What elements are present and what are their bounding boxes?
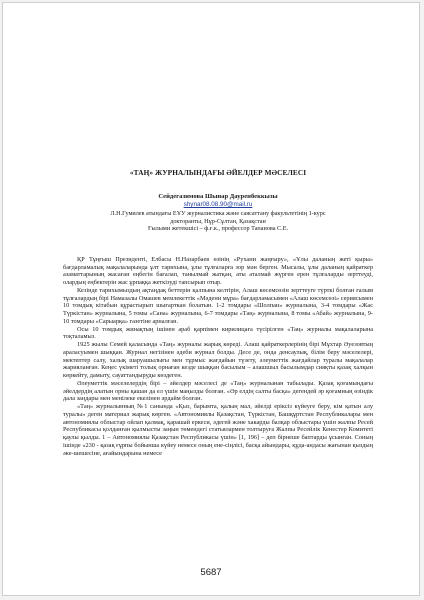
- body-paragraph: Кезінде тарихымыздың ақтаңдақ беттерін қалпына келтірін, Алаш көсемсөзін зерттеуге түрткі болған ғалым тұлғалардың бірі Намазалы Омашев мемлекеттік «Мәдени мұра» бағдарламасымен «Алаш көсемсөзі» сериясымен 10 томдық кітабын құрастырып шығарткан болатын. 1-2 томдары «Шолпан» журналына, 3-4 томдары «Жас Түркістан» журналына, 5 томы «Сана» журналына, 6-7 томдары «Таң» журналына, 8 томы «Абай» журналына, 9-10 томдары «Сарыарқа» газетіне арналған.: [63, 286, 373, 325]
- author-name: Сейдегазимова Шынар Дауренбеккызы: [158, 193, 278, 200]
- supervisor-line: Ғылыми жетекшісі – ф.ғ.к., профессор Тапанова С.Е.: [147, 225, 289, 233]
- affiliation-line: Л.Н.Гумилев атындағы ЕҰУ журналистика және саясаттану факультетінің 1-курс: [110, 210, 326, 217]
- body-paragraph: Әлеуметтік мәселелердің бірі – әйелдер мәселесі де «Таң» журналынан табылады. Қазақ қоғамындағы әйелдердің алатын орны қашан да ел үшін маңызды болған. «Әр елдің салты басқа» дегендей әр қоғамның өзіндік дала заңдары мен менілеке екелінен әрдайм болған.: [63, 379, 373, 403]
- paper-page: [2, 2, 420, 596]
- body-paragraph: ҚР Тұңғыш Президенті, Елбасы Н.Назарбаев өзінің «Рухани жаңғыру», «Ұлы даланың жеті қыры» бағдарламалық мақалаларында ұлт тарихына, ұлы тұлғаларға зор мән берген. Мысалы, ұлы даланың қайраткер азаматтарының жасаған еңбегін бағалап, танылмай жатқан, аты аталмай жүрген ерен тұлғаларды зерттеуді, олардың еңбектерін жас ұрпаққа жеткізуді тапсырып отыр.: [63, 255, 373, 287]
- author-email-link[interactable]: shynar08.08.90@mail.ru: [183, 201, 253, 208]
- body-paragraph: «Таң» журналынның №1 санында «Қыз, барымта, қалың мал, әйелді еріксіз күйеуге беру, кім қатын алу туралы» деген материал жарық көрген. «Автономиялы Қазақстан, Түркістан, Башқұртстан Республикалары мен автономиялы облыстар ойлап қалмақ, қарашай еркеси, әдегей және хакарды балқар облыстары үшін жалпы Ресей Республикасы қолданған қылмысты заңын төмендегі статьялармен толтыруға Жалпы Ресейлік Кенестер Комитеті қаулы қылды. 1 – Автономиялы Қазақстан Республикасы үшін» [1, 196] – деп бірнеше баптарды ұсынған. Соның ішінде «230 - қазақ ғұрпы бойынша күйеу немесе оның ене-сіңлісі, басқа айындары, құда-андасы жағынан қыздың әке-шешесіне, ағайындарына немесе: [63, 403, 373, 457]
- body-paragraph: Осы 10 томдық жинақтың ішінен араб қарпімен кирилицаға түсірілген «Таң» журналы мақалаларына тоқталамыз.: [63, 325, 373, 341]
- article-body: [63, 256, 373, 458]
- page-number: 5687: [200, 567, 222, 578]
- body-paragraph: 1925 жылы Семей қаласында «Таң» журналы жарық көреді. Алаш қайраткерлерінің бірі Мұхтар Әуезовтың араласуымен шыққан. Журнал негізінен әдеби журнал болды. Десе де, онда денсаулық, білім беру мәселелері, мектептер салу, халық шаруашылығы мен тұрмыс жағдайын түзету, әлеуметтік жағдайлар туралы мақалалар жарияланған. Кеңес үкіметі толық орнаған кезде шыққан басылым – алашшыл басылымдар сияқты қазақ халқын көркейту, дамыту, сауаттандыруды көздеген.: [63, 341, 373, 380]
- article-content: [63, 168, 373, 457]
- article-title: «ТАҢ» ЖУРНАЛЫНДАҒЫ ӘЙЕЛДЕР МӘСЕЛЕСІ: [129, 168, 307, 177]
- affiliation-line: докторанты, Нұр-Сұлтан, Қазақстан: [170, 217, 266, 225]
